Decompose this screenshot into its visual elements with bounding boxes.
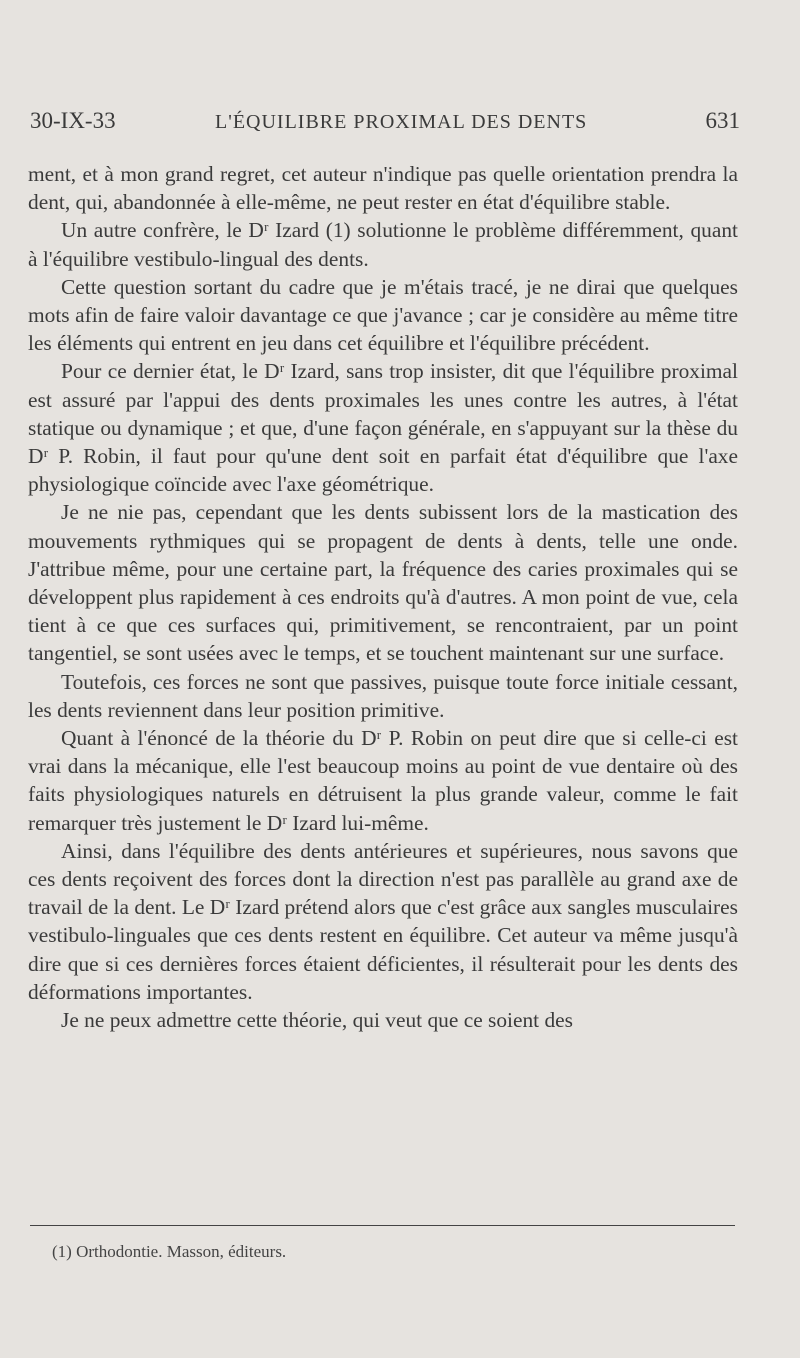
paragraph: Quant à l'énoncé de la théorie du Dʳ P. Robin on peut dire que si celle-ci est vrai dans la mécanique, elle l'est beaucoup moins au point de vue dentaire où des faits physiologiques naturels en détruisent la plus grande valeur, comme le fait remarquer très justement le Dʳ Izard lui-même. — [28, 726, 738, 835]
body-text — [28, 160, 738, 1034]
page-number: 631 — [705, 108, 740, 133]
paragraph: Je ne nie pas, cependant que les dents subissent lors de la mastication des mouvements rythmiques qui se propagent de dents à dents, telle une onde. J'attribue même, pour une certaine part, la fréquence des caries proximales qui se développent plus rapidement à ces endroits qu'à d'autres. A mon point de vue, cela tient à ce que ces surfaces qui, primitivement, se rencontraient, par un point tangentiel, se sont usées avec le temps, et se touchent maintenant sur une surface. — [28, 500, 738, 666]
paragraph: Ainsi, dans l'équilibre des dents antérieures et supérieures, nous savons que ces dents reçoivent des forces dont la direction n'est pas parallèle au grand axe de travail de la dent. Le Dʳ Izard prétend alors que c'est grâce aux sangles musculaires vestibulo-linguales que ces dents restent en équilibre. Cet auteur va même jusqu'à dire que si ces dernières forces étaient déficientes, il résulterait pour les dents des déformations importantes. — [28, 838, 738, 1004]
header-date: 30-IX-33 — [30, 108, 116, 133]
paragraph: ment, et à mon grand regret, cet auteur n'indique pas quelle orientation prendra la dent, qui, abandonnée à elle-même, ne peut rester en état d'équilibre stable. — [28, 162, 738, 215]
footnote-rule — [30, 1225, 735, 1226]
header-title: L'ÉQUILIBRE PROXIMAL DES DENTS — [215, 111, 588, 133]
running-header — [30, 108, 740, 140]
paragraph: Toutefois, ces forces ne sont que passives, puisque toute force initiale cessant, les dents reviennent dans leur position primitive. — [28, 669, 738, 722]
paragraph: Cette question sortant du cadre que je m'étais tracé, je ne dirai que quelques mots afin de faire valoir davantage ce que j'avance ; car je considère au même titre les éléments qui entrent en jeu dans cet équilibre et l'équilibre précédent. — [28, 274, 738, 356]
paragraph: Un autre confrère, le Dʳ Izard (1) solutionne le problème différemment, quant à l'équilibre vestibulo-lingual des dents. — [28, 218, 738, 271]
footnote: (1) Orthodontie. Masson, éditeurs. — [52, 1242, 287, 1261]
paragraph: Je ne peux admettre cette théorie, qui veut que ce soient des — [61, 1008, 573, 1033]
paragraph: Pour ce dernier état, le Dʳ Izard, sans trop insister, dit que l'équilibre proximal est assuré par l'appui des dents proximales les unes contre les autres, à l'état statique ou dynamique ; et que, d'une façon générale, en s'appuyant sur la thèse du Dʳ P. Robin, il faut pour qu'une dent soit en parfait état d'équilibre que l'axe physiologique coïncide avec l'axe géométrique. — [28, 359, 738, 497]
